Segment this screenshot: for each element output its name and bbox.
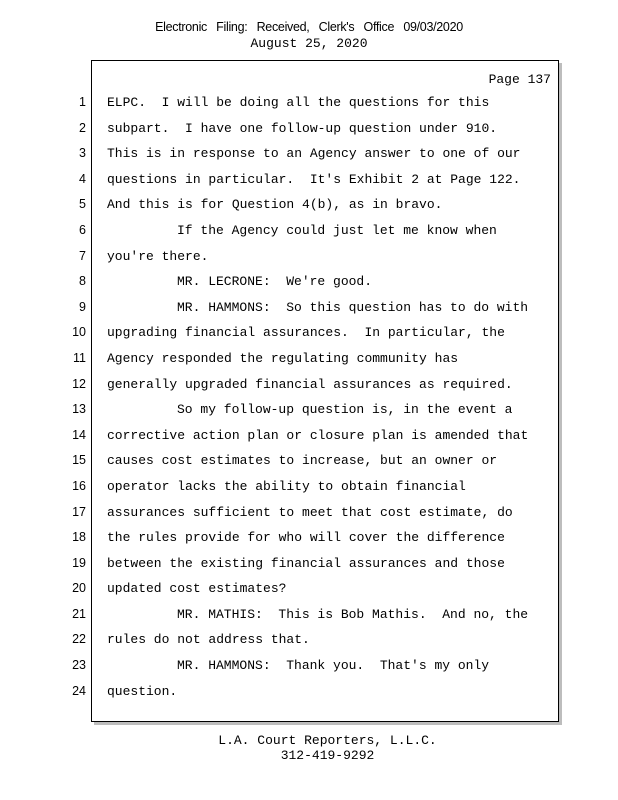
transcript-line: So my follow-up question is, in the event a: [177, 402, 513, 418]
line-number: 4: [79, 171, 86, 186]
transcript-line: corrective action plan or closure plan is amended that: [107, 427, 529, 443]
line-number: 21: [72, 606, 86, 621]
transcript-line: ELPC. I will be doing all the questions for this: [107, 95, 490, 110]
transcript-line: updated cost estimates?: [107, 581, 287, 597]
hearing-date: August 25, 2020: [250, 36, 368, 51]
line-number: 3: [79, 146, 86, 161]
line-number: 10: [72, 325, 86, 340]
transcript-line: If the Agency could just let me know when: [177, 222, 497, 238]
court-reporter-phone: 312-419-9292: [280, 748, 375, 763]
line-number: 23: [72, 658, 86, 673]
transcript-body: [107, 94, 552, 708]
line-number: 18: [72, 530, 86, 545]
transcript-line: subpart. I have one follow-up question under 910.: [107, 120, 498, 136]
line-number: 24: [72, 683, 86, 698]
line-number: 15: [72, 453, 86, 468]
transcript-line: causes cost estimates to increase, but an owner or: [107, 453, 498, 469]
transcript-line: MR. HAMMONS: Thank you. That's my only: [177, 658, 490, 674]
line-number: 19: [72, 555, 86, 570]
transcript-line: question.: [107, 683, 178, 699]
line-number: 14: [72, 427, 86, 442]
line-number: 5: [79, 197, 86, 212]
transcript-line: MR. LECRONE: We're good.: [177, 274, 373, 290]
transcript-line: questions in particular. It's Exhibit 2 at Page 122.: [107, 171, 521, 187]
page-number: Page 137: [488, 72, 551, 87]
line-number: 16: [72, 478, 86, 493]
line-number: 12: [72, 376, 86, 391]
transcript-line: This is in response to an Agency answer to one of our: [107, 146, 521, 162]
line-number: 6: [79, 222, 86, 237]
line-number-column: [60, 94, 86, 708]
transcript-line: And this is for Question 4(b), as in bravo.: [107, 197, 443, 213]
line-number: 22: [72, 632, 86, 647]
court-reporter-name: L.A. Court Reporters, L.L.C.: [218, 733, 437, 748]
transcript-line: you're there.: [107, 248, 209, 264]
transcript-line: assurances sufficient to meet that cost estimate, do: [107, 504, 513, 520]
transcript-line: the rules provide for who will cover the difference: [107, 530, 505, 546]
line-number: 8: [79, 274, 86, 289]
line-number: 9: [79, 299, 86, 314]
line-number: 7: [79, 248, 86, 263]
line-number: 1: [79, 95, 86, 109]
line-number: 2: [79, 120, 86, 135]
line-number: 20: [72, 581, 86, 596]
line-number: 11: [73, 350, 86, 365]
transcript-line: MR. MATHIS: This is Bob Mathis. And no, the: [177, 606, 529, 622]
line-number: 17: [72, 504, 86, 519]
filing-stamp: Electronic Filing: Received, Clerk's Office 09/03/2020: [155, 20, 463, 34]
line-number: 13: [72, 402, 86, 417]
transcript-line: generally upgraded financial assurances as required.: [107, 376, 513, 392]
transcript-line: operator lacks the ability to obtain financial: [107, 478, 466, 494]
transcript-line: rules do not address that.: [107, 632, 310, 648]
transcript-line: Agency responded the regulating community has: [107, 350, 459, 366]
transcript-line: MR. HAMMONS: So this question has to do with: [177, 299, 529, 315]
transcript-line: upgrading financial assurances. In particular, the: [107, 325, 505, 341]
transcript-line: between the existing financial assurances and those: [107, 555, 505, 571]
